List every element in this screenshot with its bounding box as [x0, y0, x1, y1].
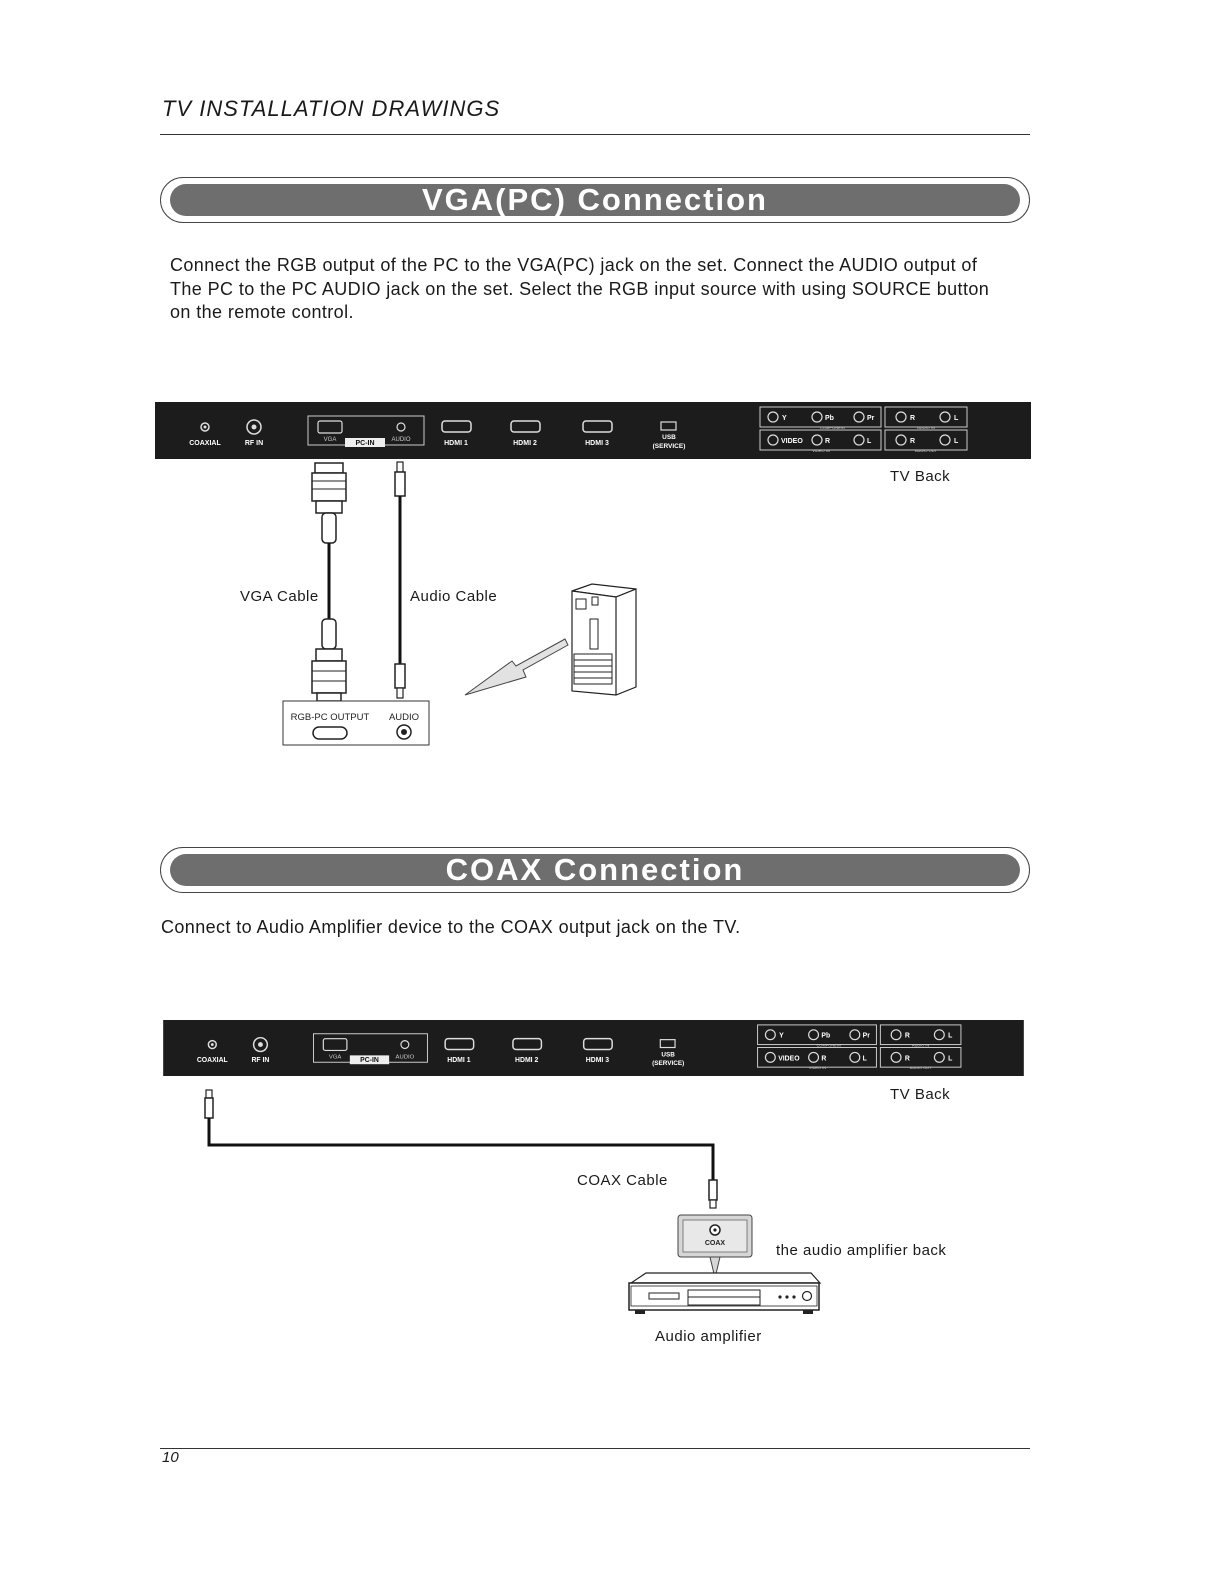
vga-section-banner — [160, 177, 1030, 223]
video-r-label: R — [821, 1055, 827, 1063]
amp-label: Audio amplifier — [655, 1328, 762, 1345]
page-title: TV INSTALLATION DRAWINGS — [162, 96, 501, 121]
arrow-icon — [465, 639, 568, 695]
y-label: Y — [782, 415, 787, 422]
coax-cable-line — [209, 1118, 713, 1180]
rgb-output-port-icon — [313, 727, 347, 739]
audio-out-l-label: L — [954, 438, 959, 445]
audio-out-r-label: R — [910, 438, 916, 445]
vga-instructions — [170, 254, 1070, 325]
y-label: Y — [779, 1032, 784, 1040]
coax-jack-label: COAX — [704, 1240, 726, 1247]
banner-fill — [170, 184, 1020, 216]
coax-cable-label: COAX Cable — [577, 1172, 668, 1189]
usb-label: USB — [662, 434, 676, 441]
video-label: VIDEO — [781, 438, 803, 445]
coax-banner-title: COAX Connection — [445, 852, 745, 887]
coax-plug-top-icon — [206, 1090, 212, 1098]
video-r-label: R — [825, 438, 831, 445]
pb-label: Pb — [821, 1032, 831, 1040]
pr-label: Pr — [862, 1032, 870, 1040]
pc-in-label: PC-IN — [360, 1057, 379, 1065]
hdmi3-label: HDMI 3 — [585, 440, 609, 447]
pc-audio-label: AUDIO — [391, 437, 411, 443]
audio-out-label: AUDIO OUT — [909, 1065, 932, 1071]
audio-in-label: AUDIO IN — [911, 1042, 930, 1048]
vga-instructions-line: The PC to the PC AUDIO jack on the set. Select the RGB input source with using SOURCE button — [170, 278, 990, 299]
rf-in-label: RF IN — [251, 1057, 270, 1065]
component-label: COMPONENT — [816, 1042, 842, 1048]
video-in-label: VIDEO IN — [812, 448, 830, 453]
video-l-label: L — [862, 1055, 867, 1063]
pb-label: Pb — [825, 415, 834, 422]
audio-out-l-label: L — [948, 1055, 953, 1063]
amp-back-label: the audio amplifier back — [776, 1242, 947, 1259]
vga-port-label: VGA — [323, 437, 337, 443]
audio-in-label: AUDIO IN — [917, 425, 935, 430]
usb-service-label: (SERVICE) — [652, 1060, 685, 1068]
audio-out-r-label: R — [904, 1055, 910, 1063]
usb-service-label: (SERVICE) — [652, 443, 686, 450]
vga-connector-bottom-icon — [322, 619, 336, 649]
footer-divider — [160, 1448, 1030, 1449]
vga-port-label: VGA — [328, 1054, 342, 1061]
coaxial-label: COAXIAL — [196, 1057, 228, 1065]
usb-label: USB — [661, 1051, 675, 1059]
video-in-label: VIDEO IN — [808, 1065, 827, 1071]
audio-in-l-label: L — [954, 415, 959, 422]
rf-in-label: RF IN — [244, 440, 264, 447]
coax-section-banner — [160, 847, 1030, 893]
hdmi2-label: HDMI 2 — [515, 1057, 539, 1065]
tv-back-panel — [155, 402, 1031, 459]
audio-in-r-label: R — [904, 1032, 910, 1040]
video-l-label: L — [867, 438, 872, 445]
audio-plug-bottom-icon — [395, 664, 405, 688]
header-divider — [160, 134, 1030, 135]
pr-label: Pr — [867, 415, 875, 422]
hdmi3-label: HDMI 3 — [585, 1057, 610, 1065]
vga-instructions-line: on the remote control. — [170, 302, 354, 322]
amplifier-icon — [631, 1273, 820, 1283]
audio-in-l-label: L — [948, 1032, 953, 1040]
video-label: VIDEO — [778, 1055, 800, 1063]
tv-back-label: TV Back — [890, 468, 951, 485]
audio-plug-top-icon — [397, 462, 403, 472]
coax-instructions: Connect to Audio Amplifier device to the COAX output jack on the TV. — [161, 917, 741, 937]
hdmi2-label: HDMI 2 — [513, 440, 537, 447]
rgb-pc-output-label: RGB-PC OUTPUT — [290, 712, 370, 723]
vga-banner-title: VGA(PC) Connection — [422, 182, 768, 217]
page-number: 10 — [162, 1449, 179, 1466]
component-label: COMPONENT — [820, 425, 846, 430]
audio-out-label: AUDIO OUT — [914, 448, 938, 453]
coax-cable-diagram — [195, 1085, 835, 1325]
pc-in-label: PC-IN — [355, 440, 375, 447]
vga-connector-top-icon — [315, 463, 343, 473]
coaxial-label: COAXIAL — [189, 440, 221, 447]
pc-audio-label: AUDIO — [395, 1054, 415, 1061]
pc-audio-output-label: AUDIO — [388, 712, 420, 723]
audio-cable-label: Audio Cable — [410, 588, 498, 605]
hdmi1-label: HDMI 1 — [447, 1057, 471, 1065]
vga-instructions-line: Connect the RGB output of the PC to the VGA(PC) jack on the set. Connect the AUDIO output of — [170, 255, 978, 275]
vga-cable-label: VGA Cable — [240, 588, 319, 605]
tv-back-panel-coax — [156, 1020, 1031, 1076]
coax-plug-bottom-icon — [709, 1180, 717, 1200]
hdmi1-label: HDMI 1 — [444, 440, 468, 447]
tv-back-label-coax: TV Back — [890, 1086, 951, 1103]
banner-fill — [170, 854, 1020, 886]
audio-in-r-label: R — [910, 415, 916, 422]
